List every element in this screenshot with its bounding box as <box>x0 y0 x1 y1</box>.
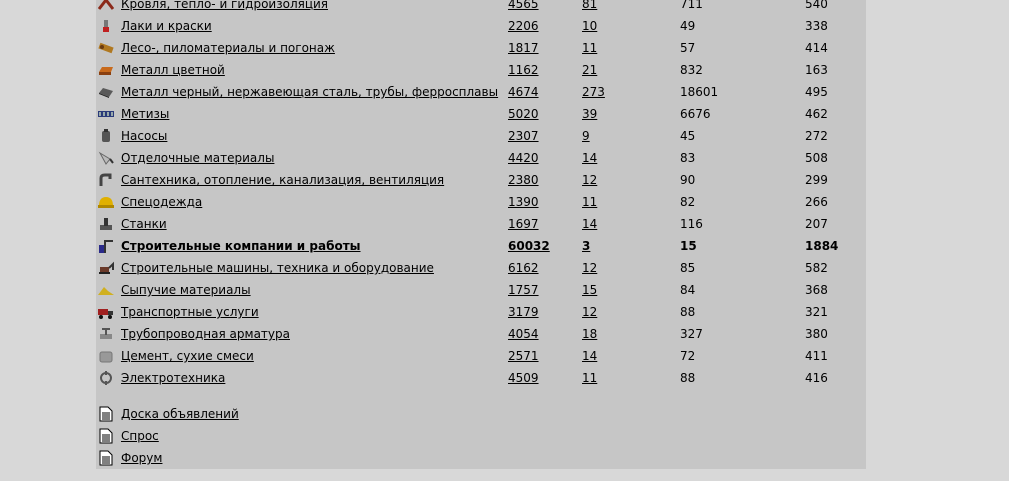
roof-icon <box>98 0 114 11</box>
category-link[interactable]: Отделочные материалы <box>121 151 275 165</box>
count-value-4: 207 <box>805 217 828 231</box>
count-link-1[interactable]: 1697 <box>508 217 539 231</box>
category-link[interactable]: Лесо-, пиломатериалы и погонаж <box>121 41 335 55</box>
count-link-1[interactable]: 2380 <box>508 173 539 187</box>
count-value-3: 82 <box>680 195 696 209</box>
category-link[interactable]: Трубопроводная арматура <box>121 327 290 341</box>
count-link-1[interactable]: 2571 <box>508 349 539 363</box>
table-row <box>96 37 866 59</box>
crane-icon <box>98 239 114 253</box>
table-row <box>96 169 866 191</box>
count-link-2[interactable]: 12 <box>582 261 598 275</box>
category-link[interactable]: Металл цветной <box>121 63 225 77</box>
category-link[interactable]: Лаки и краски <box>121 19 212 33</box>
table-row <box>96 103 866 125</box>
category-link[interactable]: Спецодежда <box>121 195 203 209</box>
count-value-3: 6676 <box>680 107 711 121</box>
category-link[interactable]: Станки <box>121 217 167 231</box>
count-value-4: 495 <box>805 85 828 99</box>
count-value-4: 321 <box>805 305 828 319</box>
count-link-1[interactable]: 5020 <box>508 107 539 121</box>
category-link[interactable]: Металл черный, нержавеющая сталь, трубы, ферросплавы <box>121 85 499 99</box>
category-link[interactable]: Сантехника, отопление, канализация, вентиляция <box>121 173 445 187</box>
count-value-3: 85 <box>680 261 696 275</box>
count-link-2[interactable]: 12 <box>582 305 598 319</box>
count-value-3: 45 <box>680 129 696 143</box>
count-link-2[interactable]: 11 <box>582 371 598 385</box>
count-value-3: 57 <box>680 41 696 55</box>
count-link-2[interactable]: 81 <box>582 0 598 11</box>
count-value-3: 18601 <box>680 85 719 99</box>
count-value-3: 84 <box>680 283 696 297</box>
count-value-3: 116 <box>680 217 703 231</box>
table-row <box>96 213 866 235</box>
category-link[interactable]: Электротехника <box>121 371 226 385</box>
document-icon <box>99 428 113 444</box>
count-value-4: 540 <box>805 0 828 11</box>
count-value-3: 90 <box>680 173 696 187</box>
table-row <box>96 257 866 279</box>
excavator-icon <box>98 261 114 275</box>
table-row <box>96 59 866 81</box>
machine-tool-icon <box>98 217 114 231</box>
count-link-2[interactable]: 10 <box>582 19 598 33</box>
count-link-1[interactable]: 1390 <box>508 195 539 209</box>
category-link[interactable]: Строительные компании и работы <box>121 239 361 253</box>
table-row <box>96 0 866 15</box>
count-link-1[interactable]: 4565 <box>508 0 539 11</box>
count-value-3: 72 <box>680 349 696 363</box>
count-value-3: 49 <box>680 19 696 33</box>
count-value-4: 416 <box>805 371 828 385</box>
count-value-4: 368 <box>805 283 828 297</box>
faucet-icon <box>98 173 114 187</box>
count-value-3: 83 <box>680 151 696 165</box>
count-link-1[interactable]: 4674 <box>508 85 539 99</box>
pump-icon <box>98 129 114 143</box>
count-value-4: 582 <box>805 261 828 275</box>
page-link[interactable]: Доска объявлений <box>121 407 239 421</box>
hard-hat-icon <box>98 195 114 209</box>
table-row <box>96 191 866 213</box>
count-link-2[interactable]: 39 <box>582 107 598 121</box>
count-value-3: 711 <box>680 0 703 11</box>
table-row <box>96 301 866 323</box>
count-value-4: 272 <box>805 129 828 143</box>
ingot-icon <box>98 63 114 77</box>
count-link-2[interactable]: 3 <box>582 239 591 253</box>
count-link-1[interactable]: 2307 <box>508 129 539 143</box>
table-row <box>96 345 866 367</box>
count-value-4: 163 <box>805 63 828 77</box>
count-link-1[interactable]: 1817 <box>508 41 539 55</box>
document-icon <box>99 406 113 422</box>
count-link-2[interactable]: 21 <box>582 63 598 77</box>
table-row <box>96 81 866 103</box>
category-link[interactable]: Метизы <box>121 107 170 121</box>
count-link-2[interactable]: 15 <box>582 283 598 297</box>
count-value-4: 266 <box>805 195 828 209</box>
count-link-2[interactable]: 14 <box>582 349 598 363</box>
lumber-icon <box>98 41 114 55</box>
count-value-4: 1884 <box>805 239 839 253</box>
count-link-1[interactable]: 4509 <box>508 371 539 385</box>
count-value-3: 88 <box>680 371 696 385</box>
category-link[interactable]: Кровля, тепло- и гидроизоляция <box>121 0 329 11</box>
valve-icon <box>98 327 114 341</box>
count-value-3: 88 <box>680 305 696 319</box>
category-link[interactable]: Сыпучие материалы <box>121 283 251 297</box>
plug-icon <box>98 371 114 385</box>
count-link-1[interactable]: 4420 <box>508 151 539 165</box>
count-link-1[interactable]: 60032 <box>508 239 550 253</box>
count-link-1[interactable]: 2206 <box>508 19 539 33</box>
count-link-1[interactable]: 3179 <box>508 305 539 319</box>
trowel-icon <box>98 151 114 165</box>
category-link[interactable]: Транспортные услуги <box>121 305 259 319</box>
table-row <box>96 147 866 169</box>
count-link-1[interactable]: 4054 <box>508 327 539 341</box>
count-link-1[interactable]: 1162 <box>508 63 539 77</box>
count-link-2[interactable]: 273 <box>582 85 605 99</box>
sand-pile-icon <box>98 283 114 297</box>
table-row <box>96 323 866 345</box>
count-value-4: 508 <box>805 151 828 165</box>
table-row <box>96 125 866 147</box>
category-link[interactable]: Насосы <box>121 129 168 143</box>
catalog-panel <box>96 0 866 469</box>
cement-bag-icon <box>98 349 114 363</box>
count-value-3: 832 <box>680 63 703 77</box>
count-link-2[interactable]: 12 <box>582 173 598 187</box>
fasteners-icon <box>98 107 114 121</box>
count-value-4: 299 <box>805 173 828 187</box>
table-row <box>96 15 866 37</box>
count-link-2[interactable]: 11 <box>582 41 598 55</box>
count-value-4: 380 <box>805 327 828 341</box>
count-link-2[interactable]: 9 <box>582 129 590 143</box>
table-row <box>96 279 866 301</box>
count-link-2[interactable]: 14 <box>582 151 598 165</box>
count-value-4: 414 <box>805 41 828 55</box>
count-link-2[interactable]: 14 <box>582 217 598 231</box>
count-link-1[interactable]: 1757 <box>508 283 539 297</box>
category-link[interactable]: Строительные машины, техника и оборудование <box>121 261 434 275</box>
count-link-1[interactable]: 6162 <box>508 261 539 275</box>
page-link[interactable]: Спрос <box>121 429 159 443</box>
steel-bar-icon <box>98 85 114 99</box>
table-row <box>96 235 866 257</box>
table-row <box>96 367 866 389</box>
count-link-2[interactable]: 18 <box>582 327 598 341</box>
count-value-3: 15 <box>680 239 697 253</box>
document-icon <box>99 450 113 466</box>
count-value-4: 338 <box>805 19 828 33</box>
category-link[interactable]: Цемент, сухие смеси <box>121 349 254 363</box>
count-value-4: 411 <box>805 349 828 363</box>
count-value-4: 462 <box>805 107 828 121</box>
paint-brush-icon <box>98 19 114 33</box>
page-link[interactable]: Форум <box>121 451 163 465</box>
count-value-3: 327 <box>680 327 703 341</box>
count-link-2[interactable]: 11 <box>582 195 598 209</box>
truck-icon <box>98 305 114 319</box>
